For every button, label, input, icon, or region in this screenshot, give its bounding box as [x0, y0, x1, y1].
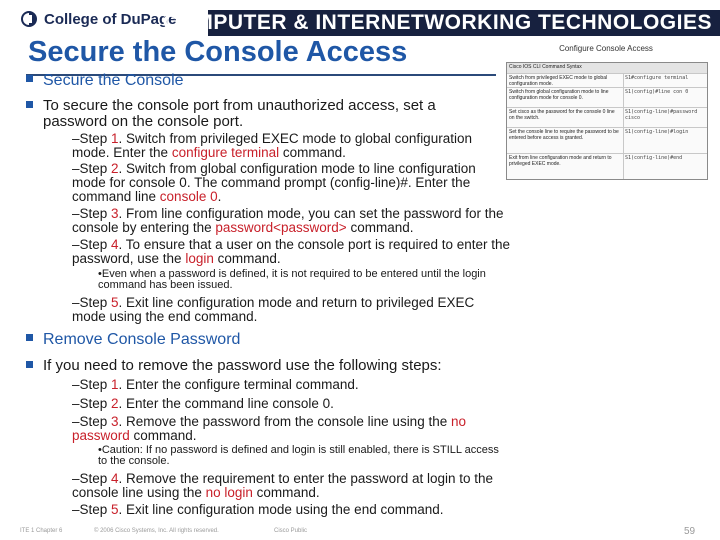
config-table-row	[507, 87, 707, 108]
footer-classification: Cisco Public	[274, 528, 308, 534]
config-cell-description: Exit from line configuration mode and return to privileged EXEC mode.	[509, 155, 612, 167]
config-cell-command: S1(config)#line con 0	[625, 89, 689, 95]
department-banner	[162, 10, 720, 36]
section2-step-5: –Step 5. Exit line configuration mode using the end command.	[72, 502, 444, 517]
footer-course: ITE 1 Chapter 6	[20, 528, 63, 534]
college-logo-icon	[20, 10, 38, 28]
config-table-figure	[506, 40, 706, 185]
bullet-square-icon	[26, 361, 33, 368]
config-cell-description: Switch from privileged EXEC mode to global configuration mode.	[509, 75, 608, 87]
section1-step-4: –Step 4. To ensure that a user on the console port is required to enter the password, use the login command.	[72, 237, 511, 266]
config-table-row	[507, 107, 707, 128]
section1-step-3: –Step 3. From line configuration mode, you can set the password for the console by entering the password<password> command.	[72, 206, 504, 235]
config-table-row	[507, 63, 707, 73]
banner-text: COMPUTER & INTERNETWORKING TECHNOLOGIES	[162, 11, 712, 34]
config-table	[506, 62, 708, 180]
section2-intro: If you need to remove the password use the following steps:	[26, 358, 486, 374]
section-heading-secure-console: Secure the Console	[26, 72, 184, 90]
bullet-square-icon	[26, 75, 33, 82]
section2-step-3: –Step 3. Remove the password from the console line using the no password command.	[72, 414, 467, 443]
config-cell-command: S1(config-line)#login	[625, 129, 689, 135]
page-number: 59	[684, 526, 696, 537]
section2-note: •Caution: If no password is defined and login is still enabled, there is STILL access to the console.	[98, 444, 499, 467]
config-table-row	[507, 153, 707, 180]
config-cell-description: Set cisco as the password for the console 0 line on the switch.	[509, 109, 615, 121]
section-heading-remove-password: Remove Console Password	[26, 331, 240, 349]
section2-step-2: –Step 2. Enter the command line console 0.	[72, 396, 334, 411]
config-cell-description: Set the console line to require the password to be entered before access is granted.	[509, 129, 619, 141]
college-logo	[20, 8, 177, 30]
bullet-square-icon	[26, 334, 33, 341]
footer-copyright: © 2006 Cisco Systems, Inc. All rights reserved.	[94, 528, 219, 534]
config-cell-command: S1(config-line)#end	[625, 155, 683, 161]
college-name: College of DuPage	[44, 10, 177, 28]
config-cell-description: Switch from global configuration mode to line configuration mode for console 0.	[509, 89, 609, 101]
config-cell-command: S1#configure terminal	[625, 75, 689, 81]
config-table-row	[507, 127, 707, 154]
config-cell-command: S1(config-line)#password cisco	[625, 109, 698, 121]
section2-step-1: –Step 1. Enter the configure terminal command.	[72, 377, 359, 392]
section1-intro: To secure the console port from unauthorized access, set a password on the console port.	[26, 98, 481, 114]
section1-note: •Even when a password is defined, it is not required to be entered until the login command has been issued.	[98, 268, 486, 291]
section1-step-1: –Step 1. Switch from privileged EXEC mode to global configuration mode. Enter the configure terminal command.	[72, 131, 472, 160]
bullet-square-icon	[26, 101, 33, 108]
config-cell-description: Cisco IOS CLI Command Syntax	[509, 64, 582, 70]
section1-step-5: –Step 5. Exit line configuration mode and return to privileged EXEC mode using the end command.	[72, 295, 475, 324]
header	[0, 0, 720, 38]
section1-step-2: –Step 2. Switch from global configuration mode to line configuration mode for console 0. The command prompt (config-line)#. Enter the command line console 0.	[72, 161, 476, 204]
slide-title: Secure the Console Access	[28, 36, 408, 68]
config-table-row	[507, 73, 707, 88]
config-table-title: Configure Console Access	[559, 44, 653, 53]
slide-footer	[0, 528, 720, 540]
section2-step-4: –Step 4. Remove the requirement to enter the password at login to the console line using the no login command.	[72, 471, 494, 500]
